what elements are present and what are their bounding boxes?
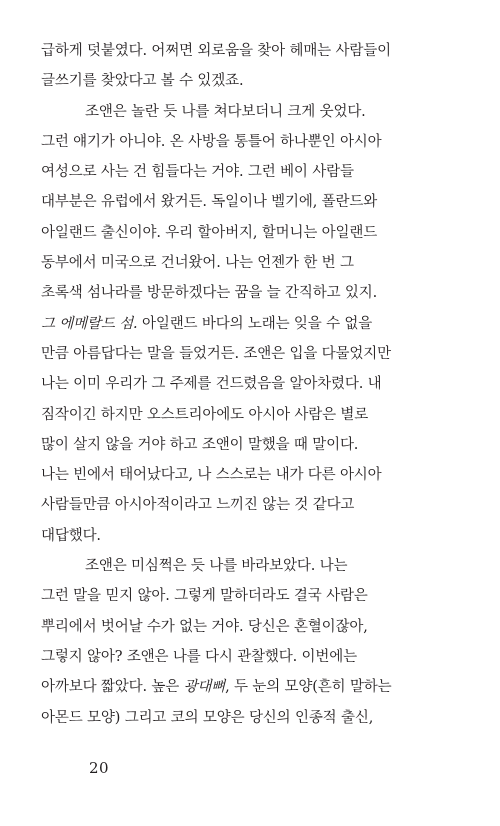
text-line: 사람들만큼 아시아적이라고 느끼진 않는 것 같다고 [41,497,355,514]
text-run: 아일랜드 바다의 노래는 잊을 수 없을 [137,315,373,332]
text-line: 그런 말을 믿지 않아. 그렇게 말하더라도 결국 사람은 [41,588,368,605]
italic-phrase: 광대뼈 [183,679,226,696]
text-line: 대답했다. [41,527,101,544]
text-line: 급하게 덧붙였다. 어쩌면 외로움을 찾아 헤매는 사람들이 [41,43,391,59]
text-run: 아까보다 짧았다. 높은 [41,679,184,696]
text-line: 나는 빈에서 태어났다고, 나 스스로는 내가 다른 아시아 [41,467,382,484]
text-run: , 두 눈의 모양(흔히 말하는 [225,679,392,696]
text-line: 초록색 섬나라를 방문하겠다는 꿈을 늘 간직하고 있지. [41,285,378,302]
text-line: 뿌리에서 벗어날 수가 없는 거야. 당신은 혼혈이잖아, [41,618,368,635]
text-line: 만큼 아름답다는 말을 들었거든. 조앤은 입을 다물었지만 [41,345,391,362]
page-number: 20 [89,759,110,777]
text-line: 동부에서 미국으로 건너왔어. 나는 언젠가 한 번 그 [41,255,354,272]
text-line: 나는 이미 우리가 그 주제를 건드렸음을 알아차렸다. 내 [41,376,382,393]
body-text [41,36,461,733]
text-line: 여성으로 사는 건 힘들다는 거야. 그런 베이 사람들 [41,164,354,181]
text-line: 글쓰기를 찾았다고 볼 수 있겠죠. [41,73,244,90]
text-line: 짐작이긴 하지만 오스트리아에도 아시아 사람은 별로 [41,406,369,423]
text-line [41,309,461,339]
text-line: 그런 얘기가 아니야. 온 사방을 통틀어 하나뿐인 아시아 [41,133,382,150]
text-line: 대부분은 유럽에서 왔거든. 독일이나 벨기에, 폴란드와 [41,194,378,211]
text-line [41,672,461,702]
text-line: 아일랜드 출신이야. 우리 할아버지, 할머니는 아일랜드 [41,224,378,241]
italic-phrase: 그 에메랄드 섬. [41,315,138,332]
text-line: 많이 살지 않을 거야 하고 조앤이 말했을 때 말이다. [41,436,359,453]
text-line: 그렇지 않아? 조앤은 나를 다시 관찰했다. 이번에는 [41,648,357,665]
text-line: 조앤은 미심쩍은 듯 나를 바라보았다. 나는 [85,558,348,575]
text-line: 조앤은 놀란 듯 나를 쳐다보더니 크게 웃었다. [85,103,366,120]
text-line: 아몬드 모양) 그리고 코의 모양은 당신의 인종적 출신, [41,709,374,726]
